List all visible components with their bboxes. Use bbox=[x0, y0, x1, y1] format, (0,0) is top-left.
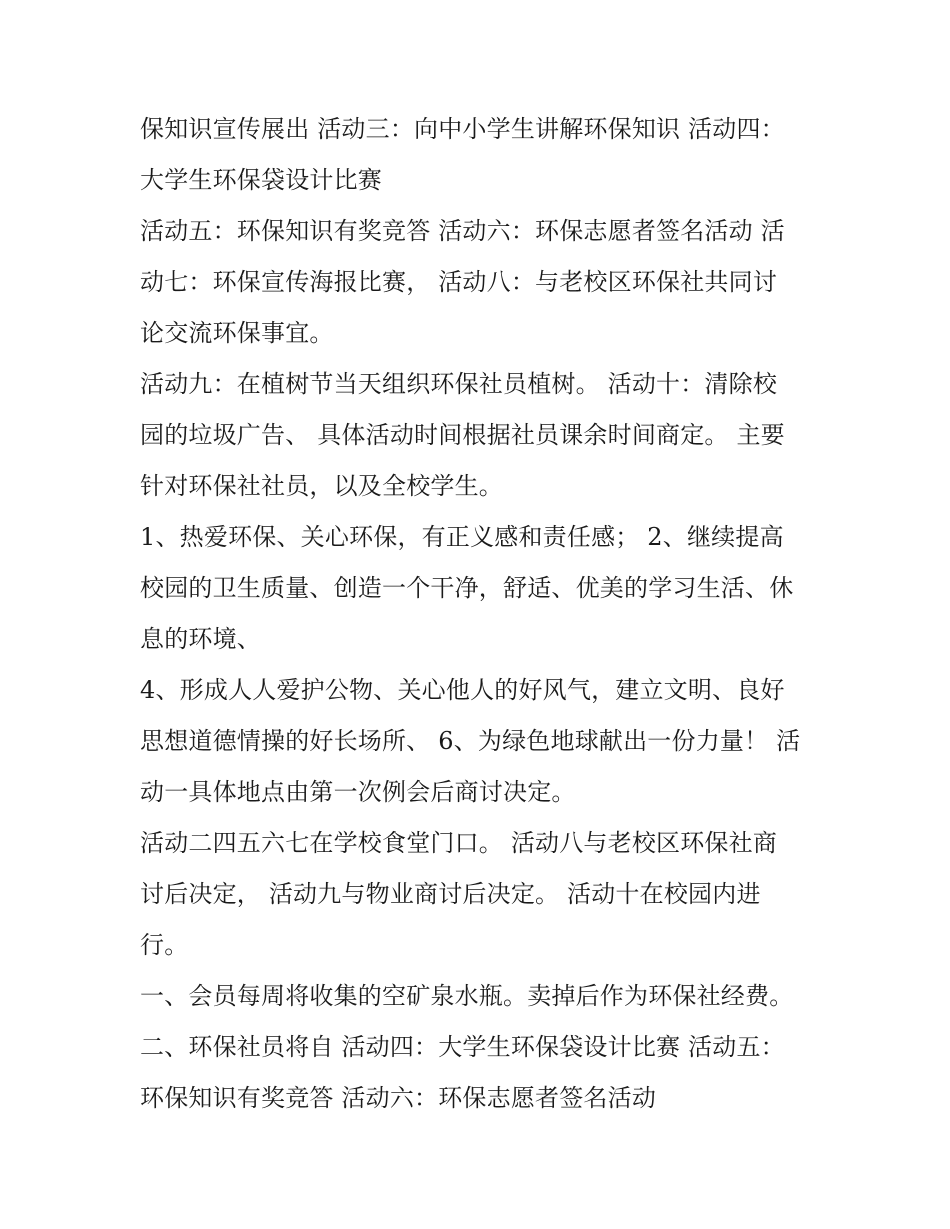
text-line: 1、热爱环保、关心环保，有正义感和责任感； 2、继续提高 bbox=[140, 523, 784, 551]
text-line: 活动五：环保知识有奖竞答 活动六：环保志愿者签名活动 活 bbox=[140, 217, 785, 245]
text-line: 针对环保社社员，以及全校学生。 bbox=[140, 472, 503, 500]
text-line: 活动九：在植树节当天组织环保社员植树。 活动十：清除校 bbox=[140, 370, 778, 398]
text-line: 一、会员每周将收集的空矿泉水瓶。卖掉后作为环保社经费。 bbox=[140, 982, 794, 1010]
text-line: 讨后决定， 活动九与物业商讨后决定。 活动十在校园内进 bbox=[140, 880, 761, 908]
text-line: 行。 bbox=[140, 931, 189, 959]
text-line: 思想道德情操的好长场所、 6、为绿色地球献出一份力量！ 活 bbox=[140, 727, 801, 755]
text-line: 4、形成人人爱护公物、关心他人的好风气，建立文明、良好 bbox=[140, 676, 785, 704]
document-body bbox=[140, 104, 830, 1124]
text-line: 环保知识有奖竞答 活动六：环保志愿者签名活动 bbox=[140, 1084, 657, 1112]
text-line: 园的垃圾广告、 具体活动时间根据社员课余时间商定。 主要 bbox=[140, 421, 785, 449]
text-line: 动七：环保宣传海报比赛， 活动八：与老校区环保社共同讨 bbox=[140, 268, 778, 296]
text-line: 息的环境、 bbox=[140, 625, 261, 653]
text-line: 活动二四五六七在学校食堂门口。 活动八与老校区环保社商 bbox=[140, 829, 778, 857]
text-line: 论交流环保事宜。 bbox=[140, 319, 334, 347]
text-line: 动一具体地点由第一次例会后商讨决定。 bbox=[140, 778, 576, 806]
text-line: 校园的卫生质量、创造一个干净，舒适、优美的学习生活、休 bbox=[140, 574, 794, 602]
text-line: 二、环保社员将自 活动四：大学生环保袋设计比赛 活动五： bbox=[140, 1033, 785, 1061]
text-line: 保知识宣传展出 活动三：向中小学生讲解环保知识 活动四： bbox=[140, 115, 785, 143]
text-line: 大学生环保袋设计比赛 bbox=[140, 166, 382, 194]
